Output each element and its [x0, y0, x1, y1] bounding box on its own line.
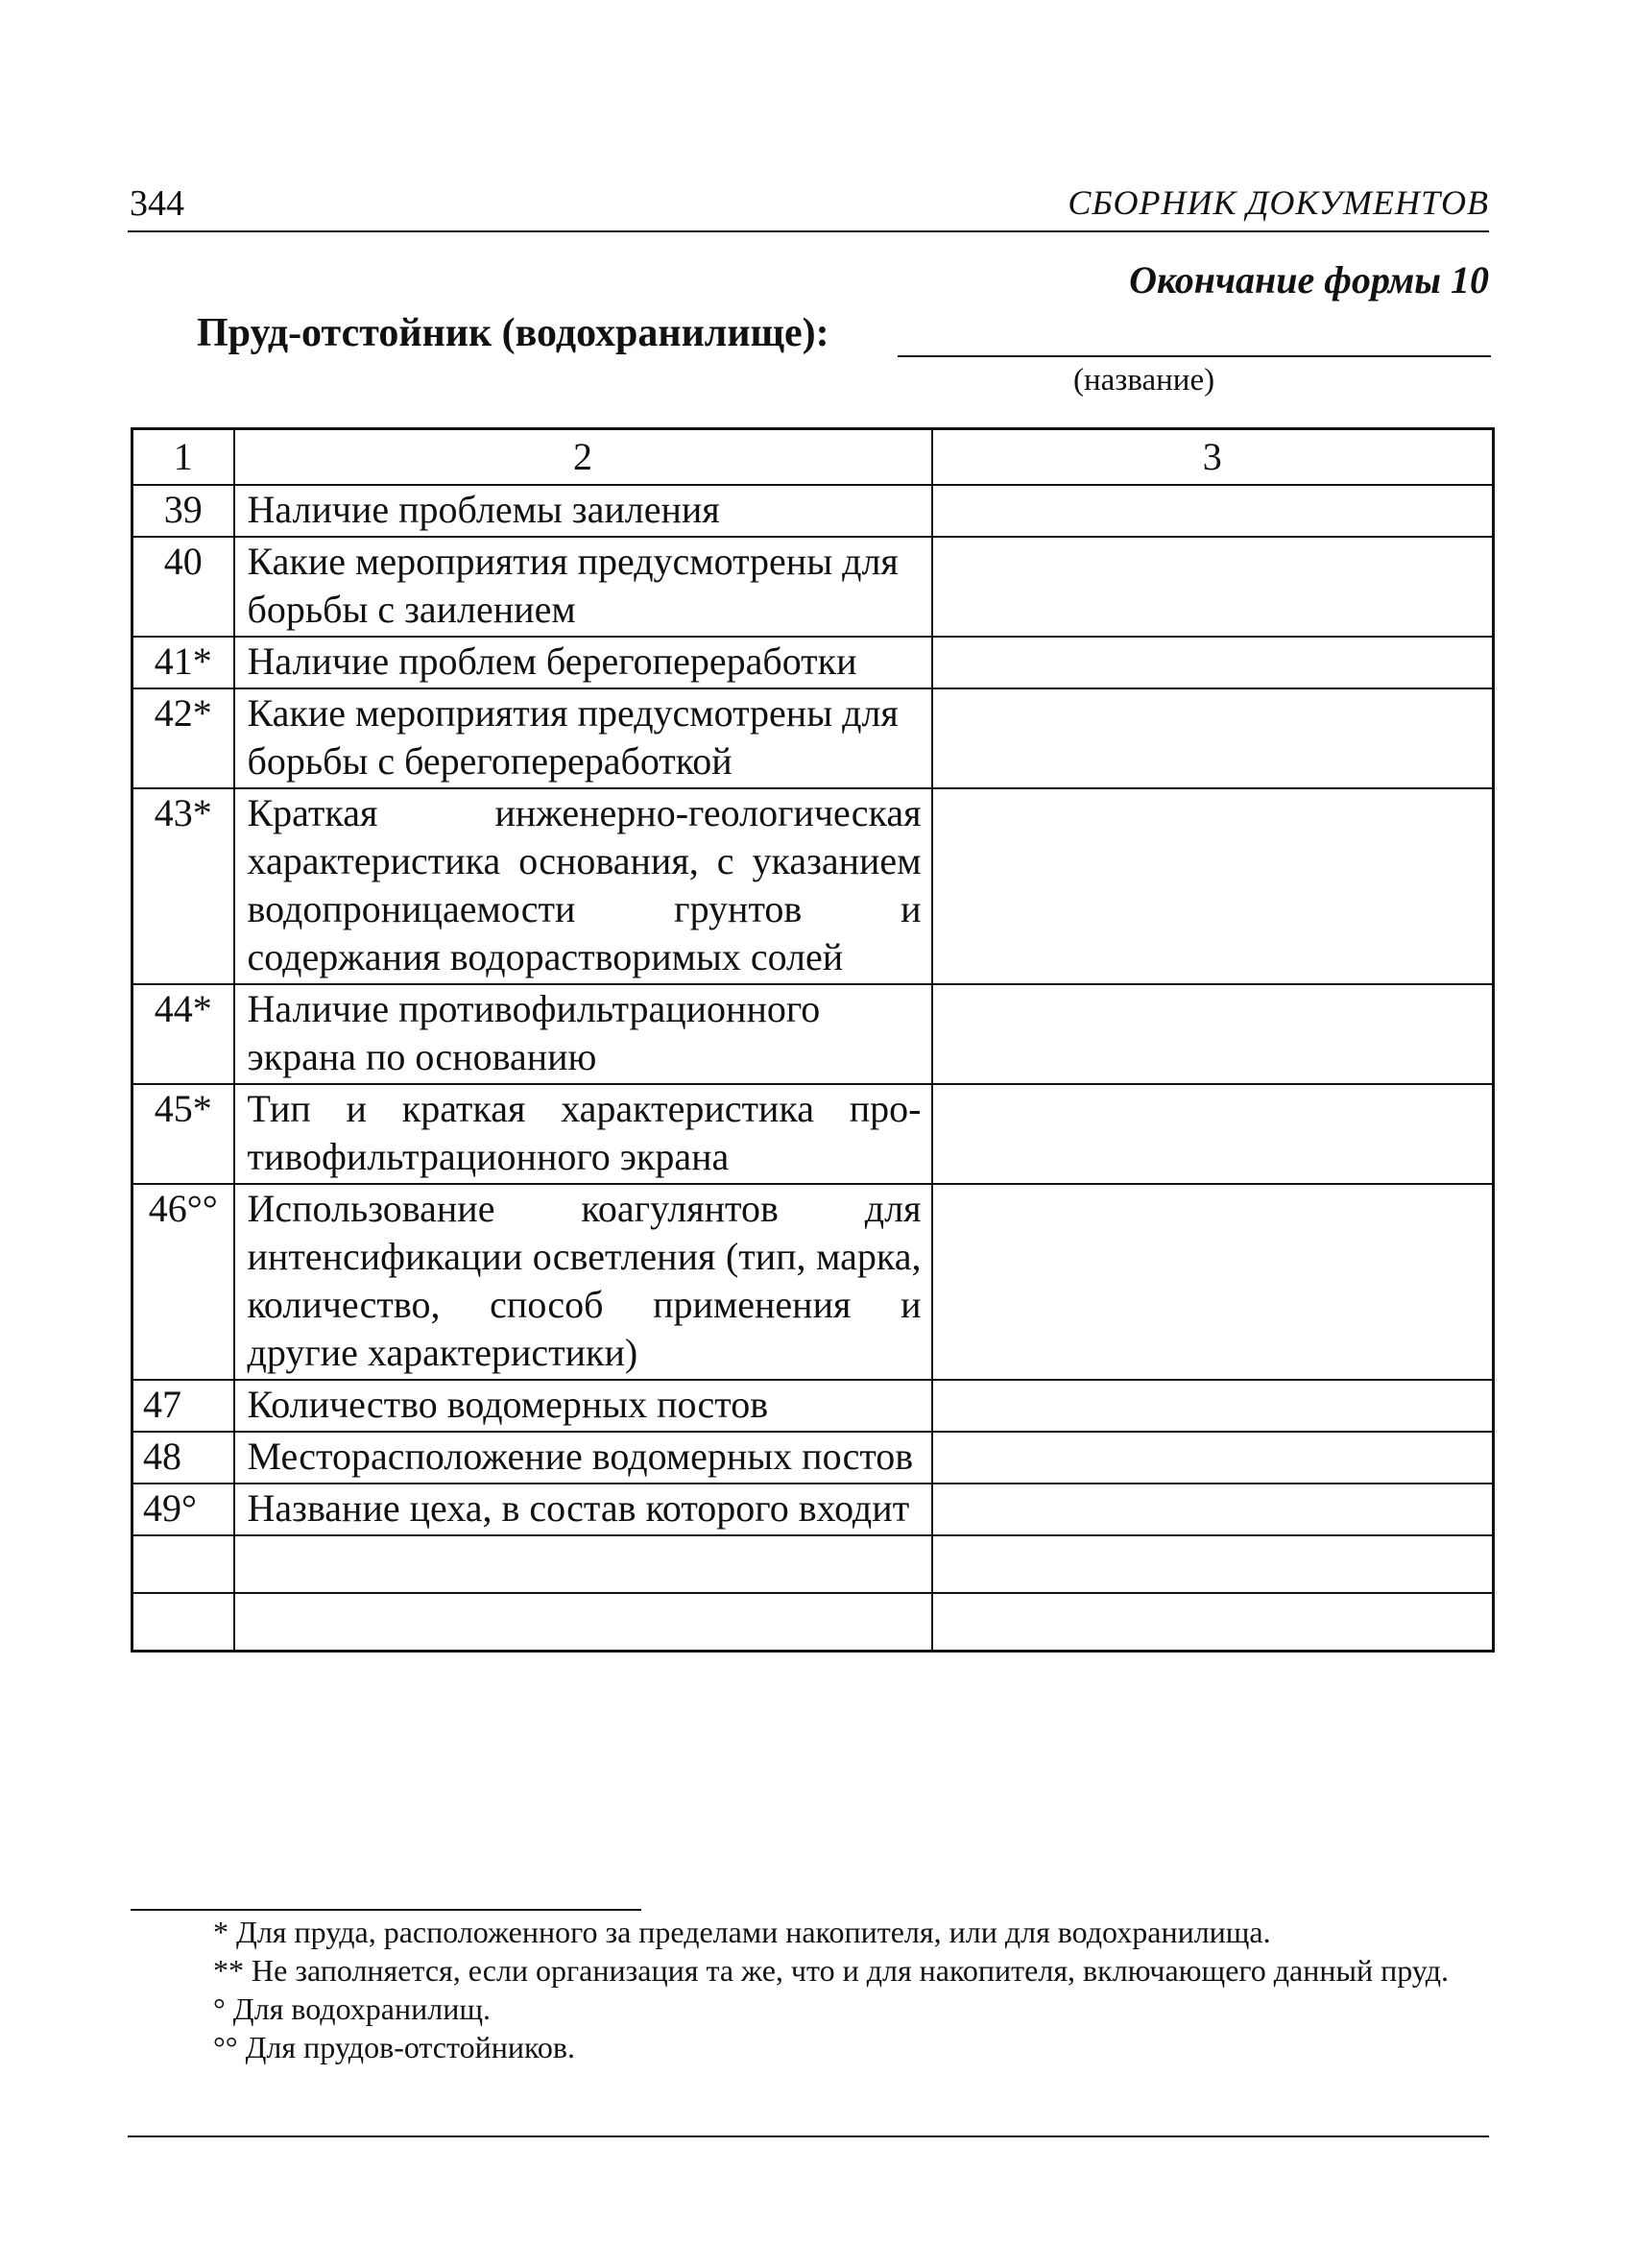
row-value-cell[interactable] — [932, 485, 1494, 537]
row-value-cell[interactable] — [932, 1484, 1494, 1535]
row-number: 39 — [132, 485, 234, 537]
row-number: 41* — [132, 637, 234, 688]
row-description: Краткая инженерно-геологическая характеристика основания, с указанием водопроницаемости грунтов и содержания водорастворимых солей — [234, 788, 932, 984]
footnote-asterisk: * Для пруда, расположенного за пределами накопителя, или для водохранилища. — [213, 1915, 1271, 1949]
row-number: 40 — [132, 537, 234, 637]
form-continuation-label: Окончание формы 10 — [1129, 258, 1489, 302]
row-value-cell[interactable] — [932, 1535, 1494, 1593]
page-number: 344 — [130, 183, 184, 224]
row-value-cell[interactable] — [932, 984, 1494, 1084]
row-description: Тип и краткая характеристика противофильтрационного экрана — [234, 1084, 932, 1184]
table-row — [132, 1432, 1494, 1484]
column-header-1: 1 — [132, 429, 234, 486]
row-description: Месторасположение водомерных постов — [234, 1432, 932, 1484]
row-number: 43* — [132, 788, 234, 984]
row-value-cell[interactable] — [932, 1184, 1494, 1380]
row-description: Наличие проблемы заиления — [234, 485, 932, 537]
row-description[interactable] — [234, 1535, 932, 1593]
running-title: СБОРНИК ДОКУМЕНТОВ — [1068, 183, 1489, 222]
row-description[interactable] — [234, 1593, 932, 1652]
row-value-cell[interactable] — [932, 637, 1494, 688]
row-description: Какие мероприятия предусмотрены для борьбы с берегопереработкой — [234, 688, 932, 788]
footnotes — [131, 1913, 1492, 2066]
row-number: 48 — [132, 1432, 234, 1484]
row-number: 44* — [132, 984, 234, 1084]
footnote-double-degree: °° Для прудов-отстойников. — [213, 2030, 575, 2064]
row-number[interactable] — [132, 1593, 234, 1652]
row-description: Название цеха, в состав которого входит — [234, 1484, 932, 1535]
column-header-3: 3 — [932, 429, 1494, 486]
table-row — [132, 1484, 1494, 1535]
row-description: Наличие проблем берегопереработки — [234, 637, 932, 688]
footnote-degree: ° Для водохранилищ. — [213, 1991, 491, 2026]
table-row — [132, 485, 1494, 537]
row-value-cell[interactable] — [932, 1380, 1494, 1432]
table-header-row — [132, 429, 1494, 486]
row-number: 49° — [132, 1484, 234, 1535]
row-description: Наличие противофильтрационного экрана по основанию — [234, 984, 932, 1084]
table-row — [132, 537, 1494, 637]
column-header-2: 2 — [234, 429, 932, 486]
object-name-label: Пруд-отстойник (водохранилище): — [197, 311, 829, 355]
row-value-cell[interactable] — [932, 1432, 1494, 1484]
row-value-cell[interactable] — [932, 1593, 1494, 1652]
table-row — [132, 637, 1494, 688]
table-row — [132, 688, 1494, 788]
row-value-cell[interactable] — [932, 537, 1494, 637]
row-description: Какие мероприятия предусмотрены для борьбы с заилением — [234, 537, 932, 637]
row-description: Количество водомерных постов — [234, 1380, 932, 1432]
row-number: 42* — [132, 688, 234, 788]
empty-table-row — [132, 1593, 1494, 1652]
bottom-rule — [128, 2135, 1489, 2137]
table-row — [132, 1084, 1494, 1184]
object-name-fill-line[interactable] — [898, 355, 1491, 357]
row-value-cell[interactable] — [932, 788, 1494, 984]
table-row — [132, 984, 1494, 1084]
row-number: 46°° — [132, 1184, 234, 1380]
header-rule — [128, 230, 1489, 232]
row-description: Использование коагулянтов для интенсификации осветления (тип, марка, количество, способ применения и другие характеристики) — [234, 1184, 932, 1380]
footnote-separator — [131, 1909, 641, 1911]
table-row — [132, 788, 1494, 984]
row-value-cell[interactable] — [932, 688, 1494, 788]
row-number[interactable] — [132, 1535, 234, 1593]
empty-table-row — [132, 1535, 1494, 1593]
footnote-double-asterisk: ** Не заполняется, если организация та же, что и для накопителя, включающего данный пруд. — [213, 1953, 1450, 1988]
row-number: 47 — [132, 1380, 234, 1432]
form-table — [131, 427, 1495, 1653]
row-number: 45* — [132, 1084, 234, 1184]
row-value-cell[interactable] — [932, 1084, 1494, 1184]
table-row — [132, 1184, 1494, 1380]
object-name-caption: (название) — [1073, 363, 1215, 398]
table-row — [132, 1380, 1494, 1432]
